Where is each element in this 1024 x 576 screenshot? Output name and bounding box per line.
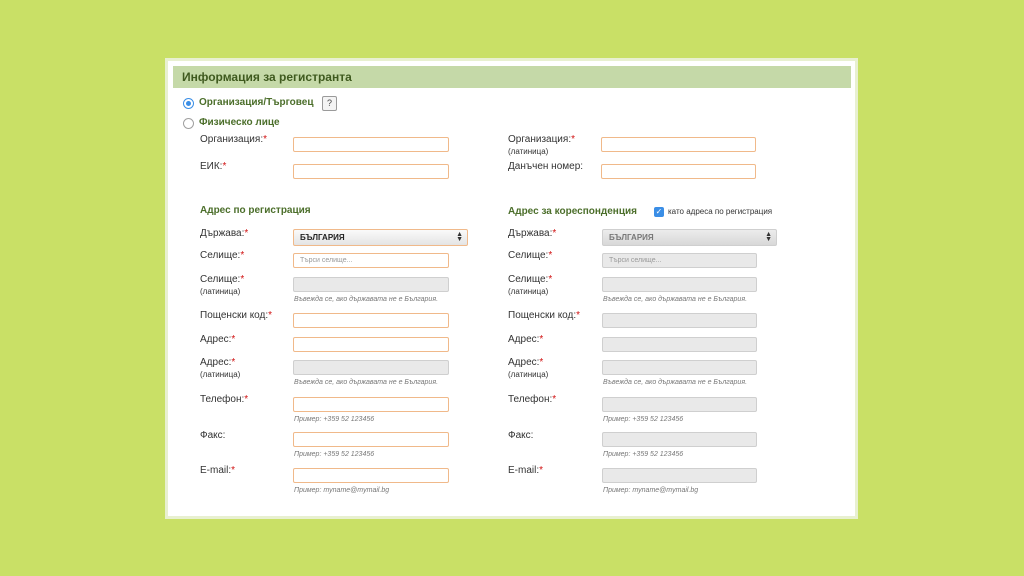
corr-city-latin-label: Селище:* <box>508 274 553 285</box>
reg-city-latin-label: Селище:* <box>200 274 245 285</box>
organization-input[interactable] <box>293 137 449 152</box>
panel-header <box>173 66 851 88</box>
reg-address-latin-note: (латиница) <box>200 370 241 379</box>
reg-phone-label: Телефон:* <box>200 394 249 405</box>
organization-label: Организация:* <box>200 134 267 145</box>
organization-latin-label: Организация:* <box>508 134 575 145</box>
reg-email-hint: Пример: myname@mymail.bg <box>294 487 390 494</box>
corr-address-latin-input[interactable] <box>602 360 757 375</box>
corr-email-input[interactable] <box>602 468 757 483</box>
reg-phone-hint: Пример: +359 52 123456 <box>294 416 375 423</box>
reg-postcode-input[interactable] <box>293 313 449 328</box>
corr-address-latin-note: (латиница) <box>508 370 549 379</box>
corr-city-input[interactable]: Търси селище... <box>602 253 757 268</box>
same-address-checkbox[interactable]: ✓ <box>655 207 663 216</box>
corr-email-label: E-mail:* <box>508 465 544 476</box>
panel-title: Информация за регистранта <box>182 70 352 84</box>
radio-individual-label[interactable]: Физическо лице <box>199 117 280 128</box>
corr-country-label: Държава:* <box>508 228 557 239</box>
radio-organization[interactable] <box>183 98 194 109</box>
reg-country-label: Държава:* <box>200 228 249 239</box>
corr-email-hint: Пример: myname@mymail.bg <box>603 487 699 494</box>
reg-city-latin-hint: Въвежда се, ако държавата не е България. <box>294 296 439 303</box>
organization-latin-input[interactable] <box>601 137 756 152</box>
corr-country-value: БЪЛГАРИЯ <box>609 233 654 242</box>
corr-city-latin-note: (латиница) <box>508 287 549 296</box>
reg-postcode-label: Пощенски код:* <box>200 310 273 321</box>
corr-city-label: Селище:* <box>508 250 553 261</box>
reg-address-latin-hint: Въвежда се, ако държавата не е България. <box>294 379 439 386</box>
radio-organization-label[interactable]: Организация/Търговец <box>199 97 314 108</box>
reg-email-input[interactable] <box>293 468 449 483</box>
corr-fax-label: Факс: <box>508 430 534 441</box>
registration-address-title: Адрес по регистрация <box>200 205 311 216</box>
organization-latin-note: (латиница) <box>508 147 549 156</box>
reg-city-latin-input[interactable] <box>293 277 449 292</box>
corr-address-latin-hint: Въвежда се, ако държавата не е България. <box>603 379 748 386</box>
corr-postcode-label: Пощенски код:* <box>508 310 581 321</box>
corr-country-select[interactable] <box>602 229 777 246</box>
reg-fax-hint: Пример: +359 52 123456 <box>294 451 375 458</box>
reg-city-input[interactable]: Търси селище... <box>293 253 449 268</box>
corr-city-latin-input[interactable] <box>602 277 757 292</box>
select-arrows-icon: ▲ ▼ <box>456 231 463 243</box>
reg-country-value: БЪЛГАРИЯ <box>300 233 345 242</box>
reg-address-label: Адрес:* <box>200 334 236 345</box>
corr-phone-input[interactable] <box>602 397 757 412</box>
radio-individual[interactable] <box>183 118 194 129</box>
reg-fax-input[interactable] <box>293 432 449 447</box>
corr-fax-hint: Пример: +359 52 123456 <box>603 451 684 458</box>
reg-phone-input[interactable] <box>293 397 449 412</box>
reg-fax-label: Факс: <box>200 430 226 441</box>
select-arrows-icon: ▲ ▼ <box>765 231 772 243</box>
same-address-label[interactable]: като адреса по регистрация <box>668 207 773 216</box>
corr-postcode-input[interactable] <box>602 313 757 328</box>
corr-address-latin-label: Адрес:* <box>508 357 544 368</box>
reg-city-label: Селище:* <box>200 250 245 261</box>
correspondence-address-title: Адрес за кореспонденция <box>508 206 637 217</box>
help-button[interactable]: ? <box>322 96 337 111</box>
corr-address-input[interactable] <box>602 337 757 352</box>
eik-label: ЕИК:* <box>200 161 227 172</box>
eik-input[interactable] <box>293 164 449 179</box>
corr-phone-label: Телефон:* <box>508 394 557 405</box>
corr-phone-hint: Пример: +359 52 123456 <box>603 416 684 423</box>
reg-email-label: E-mail:* <box>200 465 236 476</box>
reg-city-latin-note: (латиница) <box>200 287 241 296</box>
reg-country-select[interactable] <box>293 229 468 246</box>
reg-address-latin-input[interactable] <box>293 360 449 375</box>
reg-address-input[interactable] <box>293 337 449 352</box>
corr-fax-input[interactable] <box>602 432 757 447</box>
tax-number-label: Данъчен номер: <box>508 161 584 172</box>
tax-number-input[interactable] <box>601 164 756 179</box>
corr-address-label: Адрес:* <box>508 334 544 345</box>
reg-address-latin-label: Адрес:* <box>200 357 236 368</box>
corr-city-latin-hint: Въвежда се, ако държавата не е България. <box>603 296 748 303</box>
